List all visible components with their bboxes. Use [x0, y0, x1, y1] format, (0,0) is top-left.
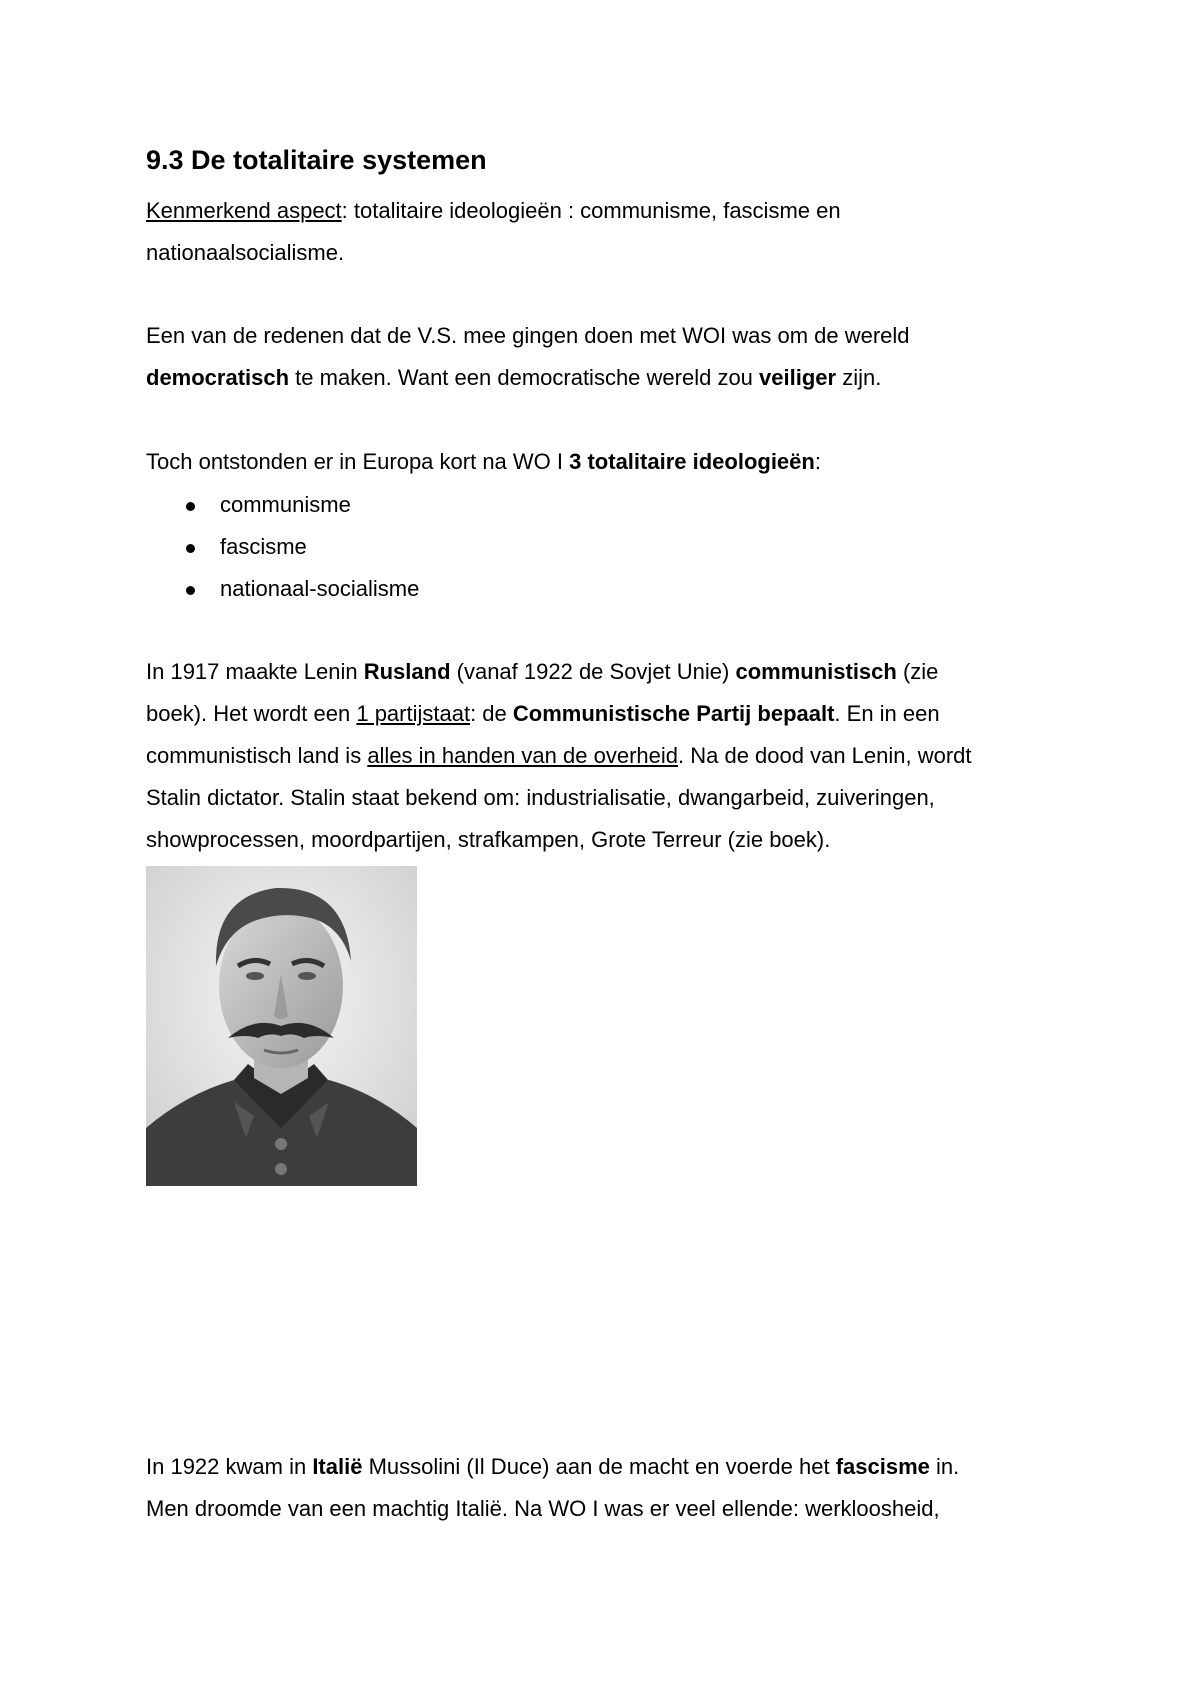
- bullet-icon: [186, 544, 195, 553]
- list-item: communisme: [146, 484, 419, 526]
- ideology-list: [146, 484, 419, 610]
- paragraph-italie: In 1922 kwam in Italië Mussolini (Il Duce) aan de macht en voerde het fascisme in. Men droomde van een machtig Italië. Na WO I was er veel ellende: werkloosheid,: [146, 1454, 960, 1521]
- paragraph-ideologieen: Toch ontstonden er in Europa kort na WO I 3 totalitaire ideologieën:: [146, 449, 821, 474]
- paragraph-rusland: In 1917 maakte Lenin Rusland (vanaf 1922 de Sovjet Unie) communistisch (zie boek). Het wordt een 1 partijstaat: de Communistische Partij bepaalt. En in een communistisch land is alles in handen van de overheid. Na de dood van Lenin, wordt Stalin dictator. Stalin staat bekend om: industrialisatie, dwangarbeid, zuiveringen, showprocessen, moordpartijen, strafkampen, Grote Terreur (zie boek).: [146, 659, 972, 852]
- bullet-icon: [186, 586, 195, 595]
- paragraph-democratie: Een van de redenen dat de V.S. mee gingen doen met WOI was om de wereld democratisch te maken. Want een democratische wereld zou veiliger zijn.: [146, 323, 910, 390]
- section-title: 9.3 De totalitaire systemen: [146, 145, 487, 175]
- list-item: nationaal-socialisme: [146, 568, 419, 610]
- stalin-portrait: [146, 866, 417, 1186]
- bullet-icon: [186, 502, 195, 511]
- kenmerkend-aspect-label: Kenmerkend aspect: [146, 198, 342, 223]
- list-item: fascisme: [146, 526, 419, 568]
- portrait-image-icon: [146, 866, 417, 1186]
- paragraph-kenmerkend-aspect: Kenmerkend aspect: totalitaire ideologieën : communisme, fascisme en nationaalsocialisme.: [146, 198, 841, 265]
